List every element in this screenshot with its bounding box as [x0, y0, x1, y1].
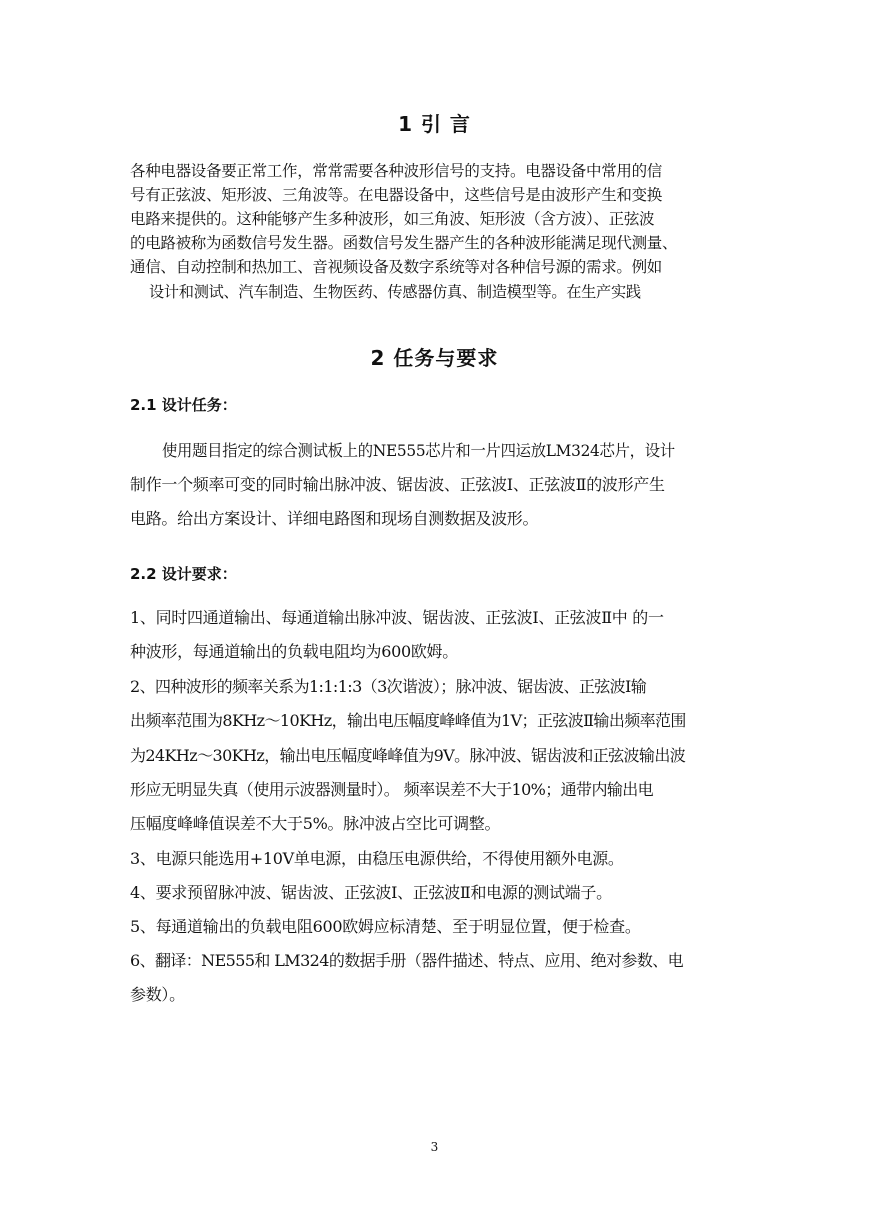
requirement-line: 6、翻译：NE555和 LM324的数据手册（器件描述、特点、应用、绝对参数、电 [130, 951, 684, 970]
requirement-line: 形应无明显失真（使用示波器测量时）。 频率误差不大于10%；通带内输出电 [130, 780, 654, 799]
requirement-line: 出频率范围为8KHz～10KHz，输出电压幅度峰峰值为1V；正弦波Ⅱ输出频率范围 [130, 711, 686, 730]
paragraph-line: 使用题目指定的综合测试板上的NE555芯片和一片四运放LM324芯片，设计 [162, 441, 675, 460]
paragraph-line: 各种电器设备要正常工作，常常需要各种波形信号的支持。电器设备中常用的信 [130, 162, 663, 180]
subsection-2-2-heading: 2.2 设计要求： [130, 565, 237, 583]
section-2-heading: 2 任务与要求 [370, 346, 499, 370]
requirement-line: 5、每通道输出的负载电阻600欧姆应标清楚、至于明显位置，便于检查。 [130, 917, 641, 936]
requirement-line: 为24KHz～30KHz，输出电压幅度峰峰值为9V。脉冲波、锯齿波和正弦波输出波 [130, 746, 686, 765]
requirement-line: 2、四种波形的频率关系为1:1:1:3（3次谐波）；脉冲波、锯齿波、正弦波Ⅰ输 [130, 677, 647, 696]
paragraph-line: 电路。给出方案设计、详细电路图和现场自测数据及波形。 [130, 509, 539, 528]
paragraph-line: 号有正弦波、矩形波、三角波等。在电器设备中，这些信号是由波形产生和变换 [130, 186, 663, 204]
section-1-heading: 1 引 言 [398, 112, 471, 136]
paragraph-line: 电路来提供的。这种能够产生多种波形，如三角波、矩形波（含方波）、正弦波 [130, 210, 655, 228]
paragraph-line: 通信、自动控制和热加工、音视频设备及数字系统等对各种信号源的需求。例如 [130, 258, 663, 276]
subsection-2-1-heading: 2.1 设计任务： [130, 396, 237, 414]
paragraph-line: 的电路被称为函数信号发生器。函数信号发生器产生的各种波形能满足现代测量、 [130, 234, 678, 252]
requirement-line: 3、电源只能选用+10V单电源，由稳压电源供给，不得使用额外电源。 [130, 849, 624, 868]
requirement-line: 1、同时四通道输出、每通道输出脉冲波、锯齿波、正弦波Ⅰ、正弦波Ⅱ中 的一 [130, 608, 664, 627]
page-number: 3 [430, 1140, 439, 1154]
requirement-line: 4、要求预留脉冲波、锯齿波、正弦波Ⅰ、正弦波Ⅱ和电源的测试端子。 [130, 883, 612, 902]
requirement-line: 种波形，每通道输出的负载电阻均为600欧姆。 [130, 642, 458, 661]
paragraph-line: 设计和测试、汽车制造、生物医药、传感器仿真、制造模型等。在生产实践 [149, 283, 641, 301]
requirement-line: 压幅度峰峰值误差不大于5%。脉冲波占空比可调整。 [130, 814, 501, 833]
paragraph-line: 制作一个频率可变的同时输出脉冲波、锯齿波、正弦波Ⅰ、正弦波Ⅱ的波形产生 [130, 475, 665, 494]
requirement-line: 参数）。 [130, 985, 185, 1004]
